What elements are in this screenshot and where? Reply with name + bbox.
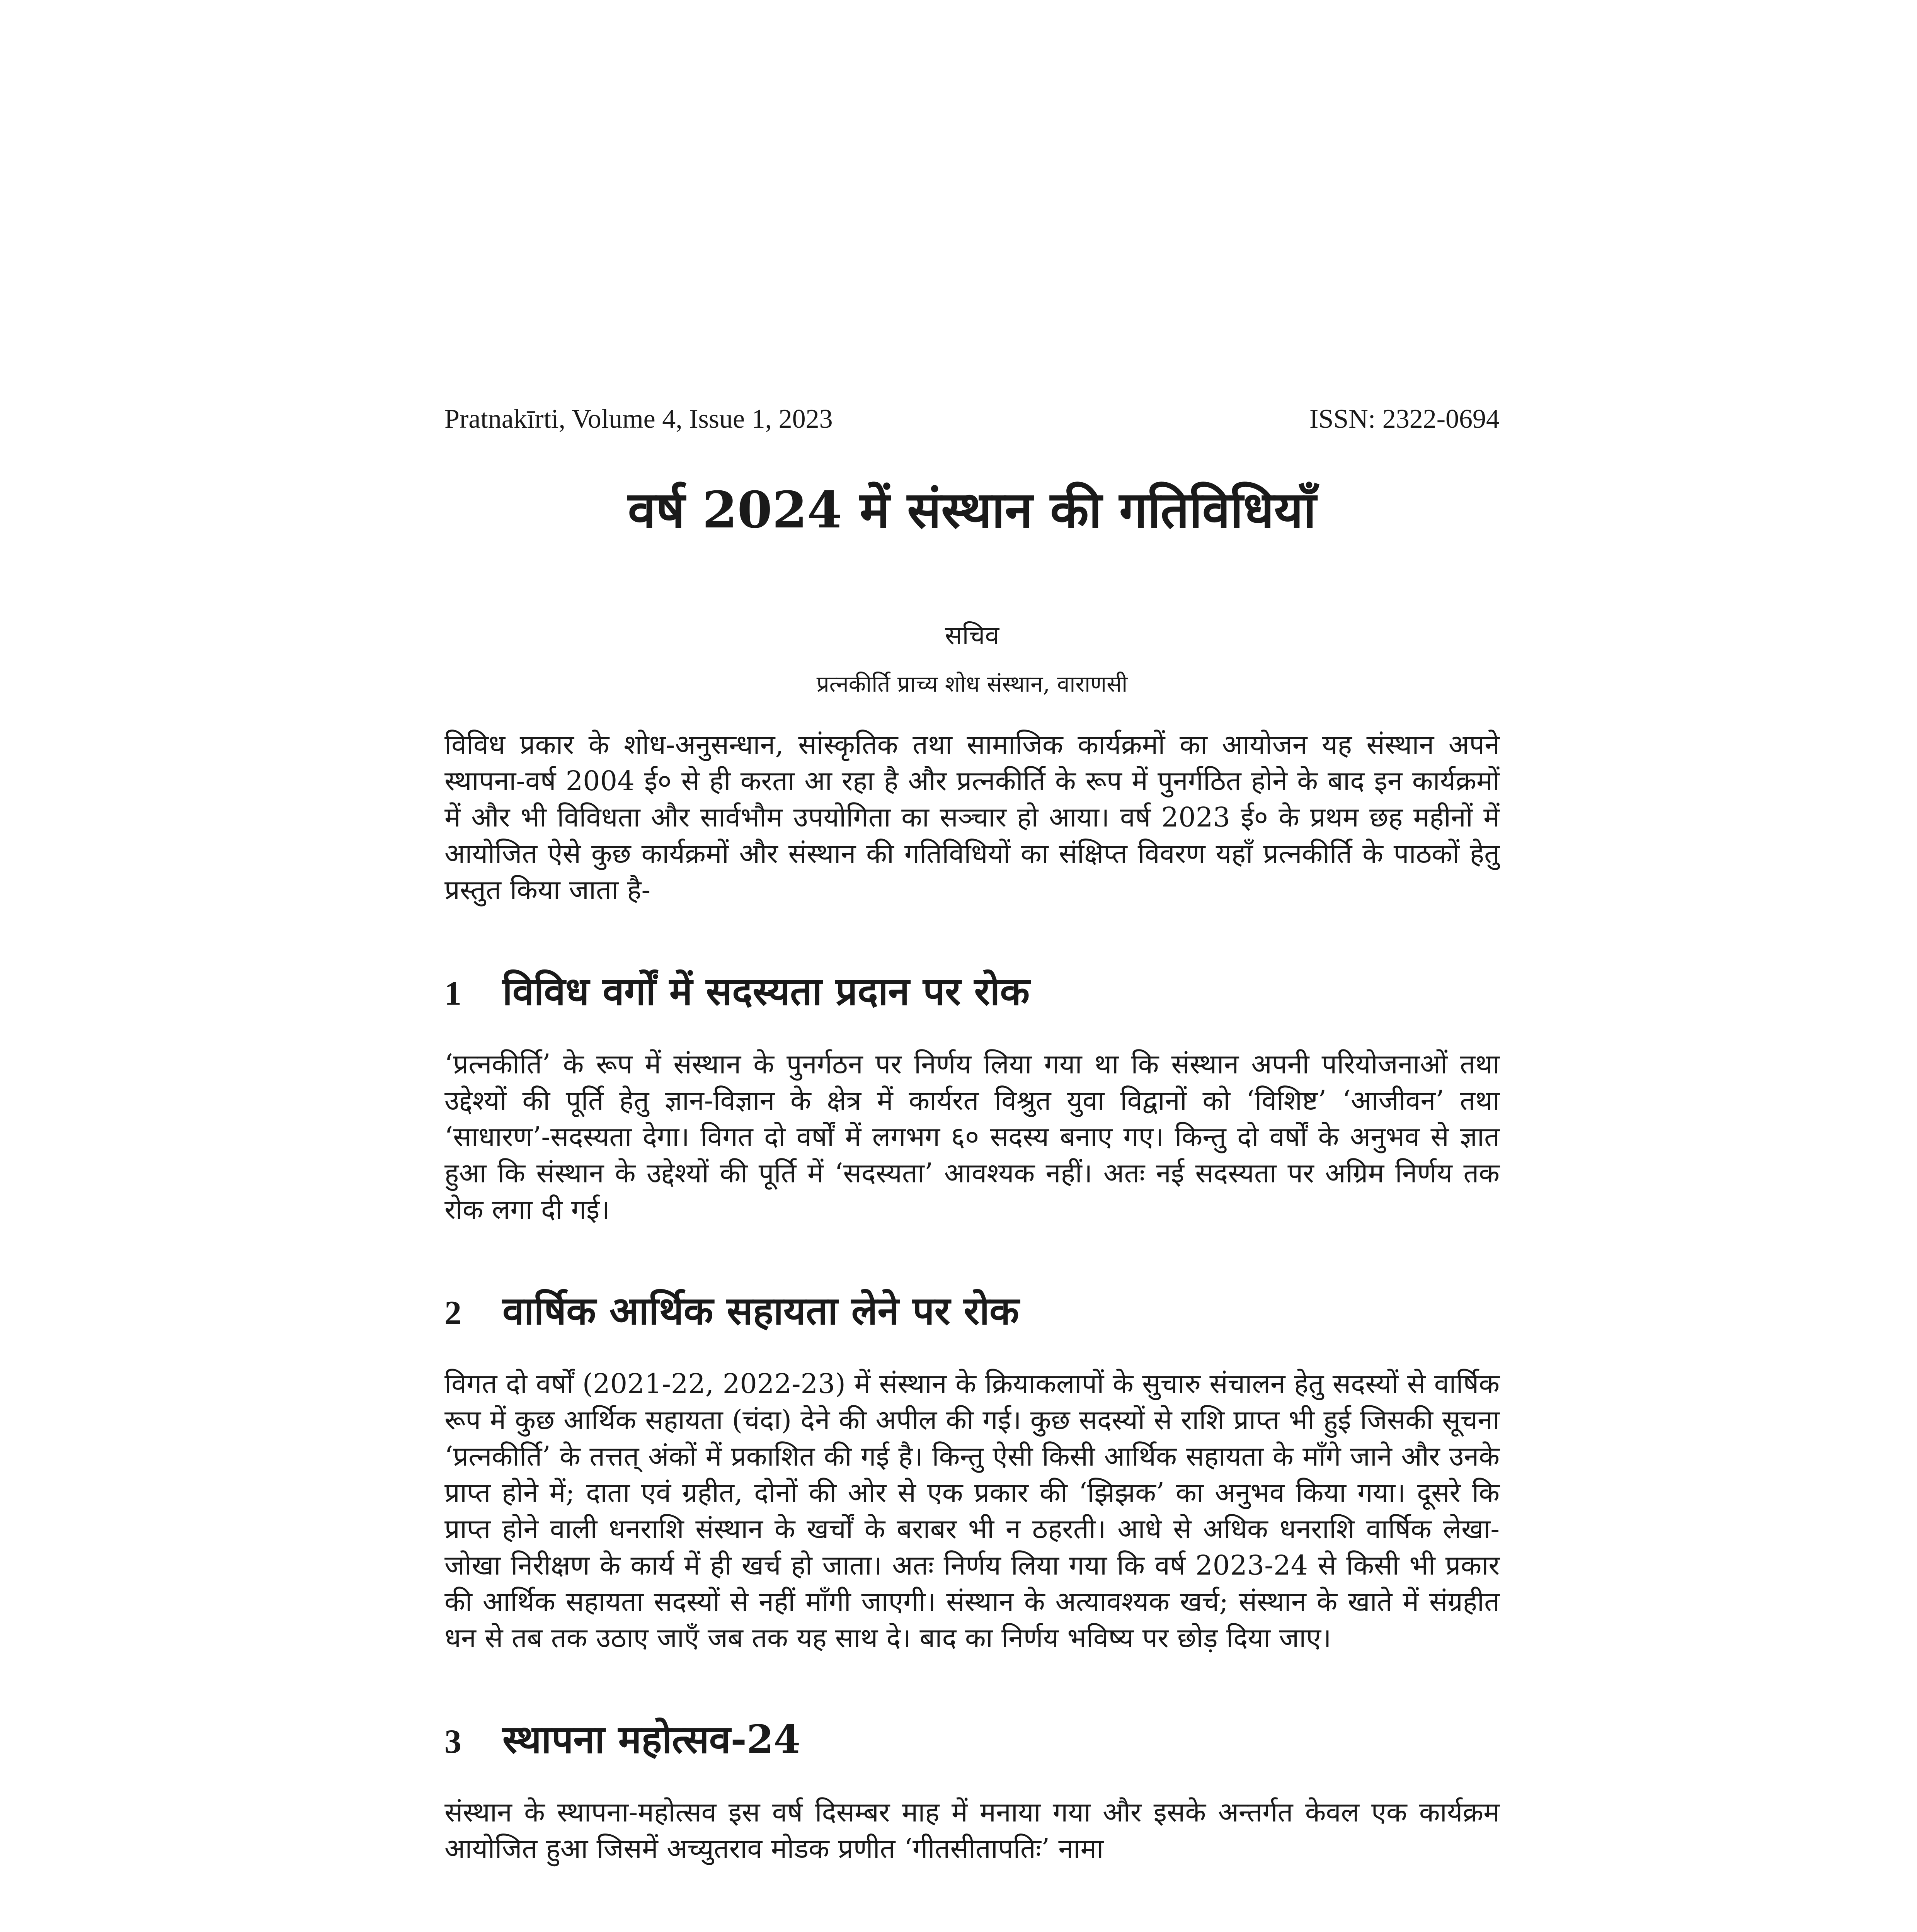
section-1-body: ‘प्रत्नकीर्ति’ के रूप में संस्थान के पुनर्गठन पर निर्णय लिया गया था कि संस्थान अपनी परियोजनाओं तथा उद्देश्यों की पूर्ति हेतु ज्ञान-विज्ञान के क्षेत्र में कार्यरत विश्रुत युवा विद्वानों को ‘विशिष्ट’ ‘आजीवन’ तथा ‘साधारण’-सदस्यता देगा। विगत दो वर्षों में लगभग ६० सदस्य बनाए गए। किन्तु दो वर्षों के अनुभव से ज्ञात हुआ कि संस्थान के उद्देश्यों की पूर्ति में ‘सदस्यता’ आवश्यक नहीं। अतः नई सदस्यता पर अग्रिम निर्णय तक रोक लगा दी गई। [444,1048,1500,1225]
section-heading-3 [444,1714,1500,1767]
section-2-body: विगत दो वर्षों (2021-22, 2022-23) में संस्थान के क्रियाकलापों के सुचारु संचालन हेतु सदस्यों से वार्षिक रूप में कुछ आर्थिक सहायता (चंदा) देने की अपील की गई। कुछ सदस्यों से राशि प्राप्त भी हुई जिसकी सूचना ‘प्रत्नकीर्ति’ के तत्तत् अंकों में प्रकाशित की गई है। किन्तु ऐसी किसी आर्थिक सहायता के माँगे जाने और उनके प्राप्त होने में; दाता एवं ग्रहीत, दोनों की ओर से एक प्रकार की ‘झिझक’ का अनुभव किया गया। दूसरे कि प्राप्त होने वाली धनराशि संस्थान के खर्चों के बराबर भी न ठहरती। आधे से अधिक धनराशि वार्षिक लेखा-जोखा निरीक्षण के कार्य में ही खर्च हो जाता। अतः निर्णय लिया गया कि वर्ष 2023-24 से किसी भी प्रकार की आर्थिक सहायता सदस्यों से नहीं माँगी जाएगी। संस्थान के अत्यावश्यक खर्च; संस्थान के खाते में संग्रहीत धन से तब तक उठाए जाएँ जब तक यह साथ दे। बाद का निर्णय भविष्य पर छोड़ दिया जाए। [444,1368,1500,1654]
section-heading-2 [444,1286,1500,1338]
section-heading-1 [444,966,1500,1019]
section-number: 3 [444,1723,461,1760]
section-3-body: संस्थान के स्थापना-महोत्सव इस वर्ष दिसम्बर माह में मनाया गया और इसके अन्तर्गत केवल एक कार्यक्रम आयोजित हुआ जिसमें अच्युतराव मोडक प्रणीत ‘गीतसीतापतिः’ नामा [444,1796,1500,1864]
section-title: विविध वर्गों में सदस्यता प्रदान पर रोक [502,968,1030,1014]
section-number: 1 [444,975,461,1012]
author: सचिव [945,621,999,650]
intro-paragraph: विविध प्रकार के शोध-अनुसन्धान, सांस्कृतिक तथा सामाजिक कार्यक्रमों का आयोजन यह संस्थान अपने स्थापना-वर्ष 2004 ई० से ही करता आ रहा है और प्रत्नकीर्ति के रूप में पुनर्गठित होने के बाद इन कार्यक्रमों में और भी विविधता और सार्वभौम उपयोगिता का सञ्चार हो आया। वर्ष 2023 ई० के प्रथम छह महीनों में आयोजित ऐसे कुछ कार्यक्रमों और संस्थान की गतिविधियों का संक्षिप्त विवरण यहाँ प्रत्नकीर्ति के पाठकों हेतु प्रस्तुत किया जाता है- [444,729,1500,906]
article-page [444,402,1500,1867]
section-title: स्थापना महोत्सव-24 [502,1716,800,1762]
article-title: वर्ष 2024 में संस्थान की गतिविधियाँ [628,480,1316,539]
section-title: वार्षिक आर्थिक सहायता लेने पर रोक [502,1288,1019,1333]
running-head [444,402,1500,437]
journal-citation: Pratnakīrti, Volume 4, Issue 1, 2023 [444,404,833,434]
issn: ISSN: 2322-0694 [1309,404,1500,434]
section-number: 2 [444,1294,461,1332]
affiliation: प्रत्नकीर्ति प्राच्य शोध संस्थान, वाराणसी [816,671,1128,697]
